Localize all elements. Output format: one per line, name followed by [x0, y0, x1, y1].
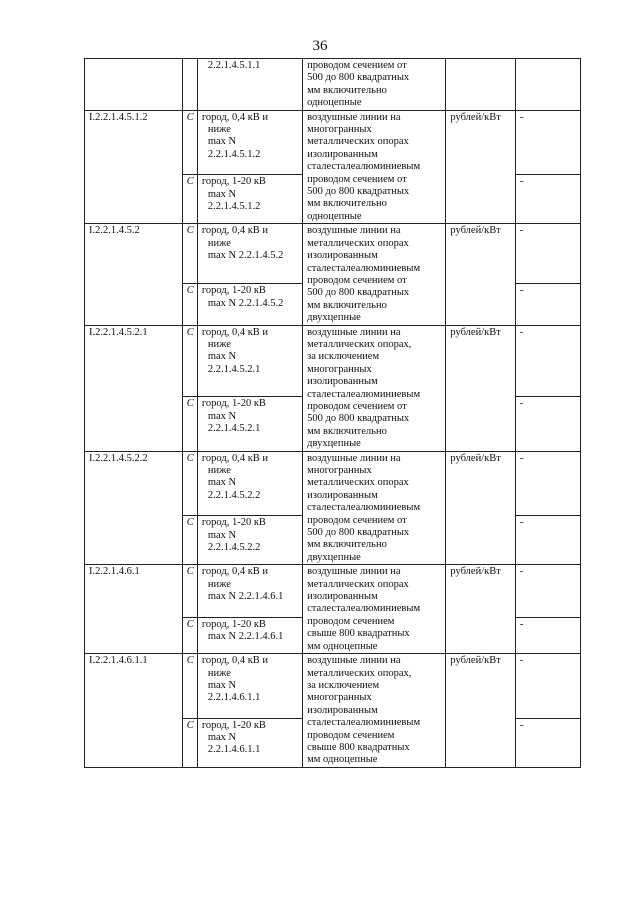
description-line: двухцепные — [307, 312, 361, 324]
description-line: воздушные линии на — [307, 326, 401, 338]
condition-line: город, 0,4 кВ и — [201, 452, 269, 464]
unit-cell: рублей/кВт — [446, 325, 515, 451]
description-line: проводом сечением от — [307, 173, 407, 185]
description-cell — [303, 59, 446, 111]
description-line: многогранных — [307, 692, 372, 704]
description-line: свыше 800 квадратных — [307, 628, 410, 640]
code-cell: I.2.2.1.4.6.1.1 — [85, 654, 183, 768]
condition-line: ниже — [207, 667, 231, 679]
description-line: мм включительно — [307, 299, 387, 311]
condition-line: max N — [207, 136, 237, 148]
description-line: сталесталеалюминиевым — [307, 603, 421, 615]
unit-cell: рублей/кВт — [446, 224, 515, 325]
description-line: проводом сечением от — [307, 60, 407, 71]
description-line: мм включительно — [307, 198, 387, 210]
unit-cell: рублей/кВт — [446, 110, 515, 224]
table-row — [85, 654, 581, 719]
description-line: двухцепные — [307, 551, 361, 563]
letter-cell: С — [182, 175, 197, 224]
description-line: 500 до 800 квадратных — [307, 287, 410, 299]
condition-line: max N — [207, 188, 237, 200]
condition-cell — [197, 565, 302, 618]
condition-cell — [197, 618, 302, 654]
unit-cell: рублей/кВт — [446, 451, 515, 565]
description-cell — [303, 565, 446, 654]
unit-cell: рублей/кВт — [446, 654, 515, 768]
table-row — [85, 565, 581, 618]
condition-line: 2.2.1.4.5.2.1 — [207, 422, 261, 434]
condition-line: город, 0,4 кВ и — [201, 225, 269, 237]
description-line: 500 до 800 квадратных — [307, 186, 410, 198]
description-line: 500 до 800 квадратных — [307, 527, 410, 539]
condition-line: max N 2.2.1.4.5.2 — [207, 297, 284, 309]
table-row — [85, 451, 581, 516]
condition-line: 2.2.1.4.5.1.2 — [207, 148, 261, 160]
value-cell: - — [515, 325, 580, 397]
condition-cell — [197, 654, 302, 719]
description-line: сталесталеалюминиевым — [307, 502, 421, 514]
description-line: изолированным — [307, 704, 378, 716]
value-cell: - — [515, 516, 580, 565]
condition-cell — [197, 397, 302, 451]
condition-line: город, 1-20 кВ — [201, 285, 266, 297]
description-line: многогранных — [307, 363, 372, 375]
description-line: металлических опорах, — [307, 338, 412, 350]
description-line: за исключением — [307, 679, 380, 691]
description-line: одноцепные — [307, 210, 362, 222]
value-cell: - — [515, 718, 580, 767]
description-line: 500 до 800 квадратных — [307, 413, 410, 425]
description-line: двухцепные — [307, 438, 361, 450]
description-line: многогранных — [307, 465, 372, 476]
condition-line: город, 1-20 кВ — [201, 619, 266, 631]
unit-cell — [446, 59, 515, 111]
letter-cell: С — [182, 224, 197, 284]
description-line: проводом сечением — [307, 729, 395, 741]
letter-cell: С — [182, 110, 197, 175]
condition-line: город, 1-20 кВ — [201, 517, 266, 529]
letter-cell — [182, 59, 197, 111]
description-line: мм включительно — [307, 84, 387, 96]
condition-line: город, 0,4 кВ и — [201, 111, 269, 123]
condition-line: max N — [207, 679, 237, 691]
condition-line: 2.2.1.4.5.2.1 — [207, 363, 261, 375]
condition-line: ниже — [207, 237, 231, 249]
description-line: сталесталеалюминиевым — [307, 262, 421, 274]
condition-line: ниже — [207, 338, 231, 350]
letter-cell: С — [182, 618, 197, 654]
condition-line: max N 2.2.1.4.6.1 — [207, 591, 284, 603]
description-line: сталесталеалюминиевым — [307, 161, 421, 173]
tariff-table-body — [85, 59, 581, 768]
condition-cell — [197, 451, 302, 516]
value-cell: - — [515, 618, 580, 654]
description-line: воздушные линии на — [307, 655, 401, 667]
page-number: 36 — [312, 38, 328, 54]
letter-cell: С — [182, 284, 197, 325]
value-cell — [515, 59, 580, 111]
description-cell — [303, 451, 446, 565]
letter-cell: С — [182, 718, 197, 767]
code-cell — [85, 59, 183, 111]
table-row — [85, 224, 581, 284]
condition-line: ниже — [207, 124, 231, 136]
condition-line: 2.2.1.4.6.1.1 — [207, 744, 261, 756]
description-line: мм включительно — [307, 425, 387, 437]
value-cell: - — [515, 565, 580, 618]
condition-line: max N — [207, 410, 237, 422]
condition-cell — [197, 516, 302, 565]
condition-line: город, 1-20 кВ — [201, 719, 266, 731]
description-cell — [303, 224, 446, 325]
description-line: сталесталеалюминиевым — [307, 717, 421, 729]
description-line: мм включительно — [307, 539, 387, 551]
description-line: 500 до 800 квадратных — [307, 72, 410, 84]
condition-line: max N 2.2.1.4.5.2 — [207, 250, 284, 262]
description-cell — [303, 325, 446, 451]
code-cell: I.2.2.1.4.6.1 — [85, 565, 183, 654]
description-line: металлических опорах — [307, 477, 409, 489]
condition-line: город, 1-20 кВ — [201, 398, 266, 410]
table-row — [85, 110, 581, 175]
table-row-continued — [85, 59, 581, 111]
description-line: проводом сечением от — [307, 514, 407, 526]
condition-line: город, 0,4 кВ и — [201, 655, 269, 667]
condition-cell — [197, 224, 302, 284]
description-line: воздушные линии на — [307, 111, 401, 123]
description-line: проводом сечением от — [307, 400, 407, 412]
value-cell: - — [515, 397, 580, 451]
description-line: изолированным — [307, 148, 378, 160]
description-line: изолированным — [307, 250, 378, 262]
letter-cell: С — [182, 516, 197, 565]
condition-cell — [197, 284, 302, 325]
condition-line: город, 0,4 кВ и — [201, 566, 269, 578]
condition-cell — [197, 718, 302, 767]
letter-cell: С — [182, 325, 197, 397]
letter-cell: С — [182, 565, 197, 618]
condition-line: 2.2.1.4.5.1.1 — [207, 60, 261, 71]
condition-line: 2.2.1.4.5.1.2 — [207, 201, 261, 213]
table-row — [85, 325, 581, 397]
code-cell: I.2.2.1.4.5.2 — [85, 224, 183, 325]
value-cell: - — [515, 451, 580, 516]
value-cell: - — [515, 284, 580, 325]
value-cell: - — [515, 654, 580, 719]
condition-line: 2.2.1.4.6.1.1 — [207, 692, 261, 704]
condition-cell — [197, 59, 302, 111]
condition-line: max N 2.2.1.4.6.1 — [207, 631, 284, 643]
description-cell — [303, 110, 446, 224]
condition-line: max N — [207, 477, 237, 489]
value-cell: - — [515, 224, 580, 284]
description-cell — [303, 654, 446, 768]
unit-cell: рублей/кВт — [446, 565, 515, 654]
letter-cell: С — [182, 451, 197, 516]
description-line: за исключением — [307, 351, 380, 363]
condition-line: 2.2.1.4.5.2.2 — [207, 489, 261, 501]
description-line: сталесталеалюминиевым — [307, 388, 421, 400]
description-line: воздушные линии на — [307, 452, 401, 464]
description-line: мм одноцепные — [307, 754, 378, 766]
description-line: мм одноцепные — [307, 640, 378, 652]
condition-cell — [197, 110, 302, 175]
condition-cell — [197, 175, 302, 224]
description-line: одноцепные — [307, 97, 362, 109]
description-line: многогранных — [307, 124, 372, 136]
description-line: металлических опорах, — [307, 667, 412, 679]
condition-line: max N — [207, 529, 237, 541]
description-line: свыше 800 квадратных — [307, 741, 410, 753]
condition-line: 2.2.1.4.5.2.2 — [207, 541, 261, 553]
description-line: изолированным — [307, 376, 378, 388]
value-cell: - — [515, 110, 580, 175]
condition-line: max N — [207, 732, 237, 744]
letter-cell: С — [182, 397, 197, 451]
condition-line: max N — [207, 351, 237, 363]
description-line: воздушные линии на — [307, 566, 401, 578]
tariff-table — [84, 58, 581, 768]
condition-line: ниже — [207, 578, 231, 590]
description-line: воздушные линии на — [307, 225, 401, 237]
description-line: металлических опорах — [307, 578, 409, 590]
description-line: металлических опорах — [307, 237, 409, 249]
code-cell: I.2.2.1.4.5.2.2 — [85, 451, 183, 565]
condition-cell — [197, 325, 302, 397]
description-line: проводом сечением от — [307, 274, 407, 286]
description-line: изолированным — [307, 591, 378, 603]
description-line: металлических опорах — [307, 136, 409, 148]
condition-line: город, 0,4 кВ и — [201, 326, 269, 338]
letter-cell: С — [182, 654, 197, 719]
value-cell: - — [515, 175, 580, 224]
condition-line: ниже — [207, 465, 231, 476]
description-line: изолированным — [307, 489, 378, 501]
code-cell: I.2.2.1.4.5.2.1 — [85, 325, 183, 451]
code-cell: I.2.2.1.4.5.1.2 — [85, 110, 183, 224]
description-line: проводом сечением — [307, 615, 395, 627]
condition-line: город, 1-20 кВ — [201, 176, 266, 188]
